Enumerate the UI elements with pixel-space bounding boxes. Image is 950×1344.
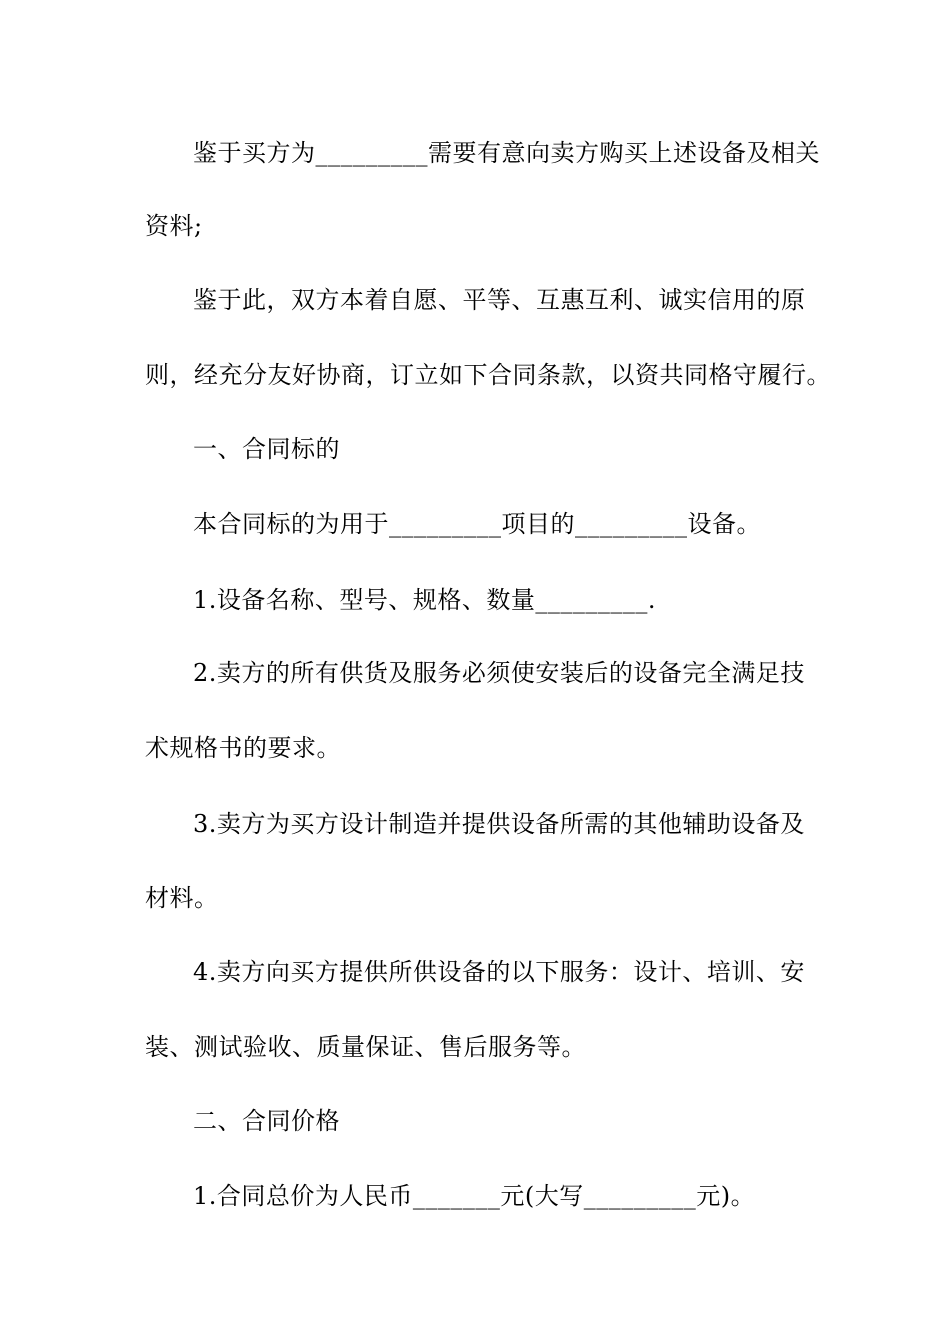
list-item: 4.卖方向买方提供所供设备的以下服务：设计、培训、安 bbox=[193, 958, 805, 986]
section-heading: 二、合同价格 bbox=[193, 1107, 340, 1135]
paragraph-line: 则，经充分友好协商，订立如下合同条款，以资共同格守履行。 bbox=[145, 361, 831, 389]
paragraph-line: 资料; bbox=[145, 212, 203, 240]
section-heading: 一、合同标的 bbox=[193, 435, 340, 463]
list-item-continuation: 装、测试验收、质量保证、售后服务等。 bbox=[145, 1033, 586, 1061]
list-item-continuation: 术规格书的要求。 bbox=[145, 734, 341, 762]
list-item-continuation: 材料。 bbox=[145, 884, 219, 912]
list-item: 1.设备名称、型号、规格、数量_________. bbox=[193, 586, 657, 614]
list-item: 3.卖方为买方设计制造并提供设备所需的其他辅助设备及 bbox=[193, 810, 805, 838]
paragraph-line: 鉴于此，双方本着自愿、平等、互惠互利、诚实信用的原 bbox=[193, 286, 806, 314]
list-item: 2.卖方的所有供货及服务必须使安装后的设备完全满足技 bbox=[193, 659, 805, 687]
list-item: 1.合同总价为人民币_______元(大写_________元)。 bbox=[193, 1182, 756, 1210]
paragraph-line: 鉴于买方为_________需要有意向卖方购买上述设备及相关 bbox=[193, 139, 820, 167]
paragraph-line: 本合同标的为用于_________项目的_________设备。 bbox=[193, 510, 761, 538]
